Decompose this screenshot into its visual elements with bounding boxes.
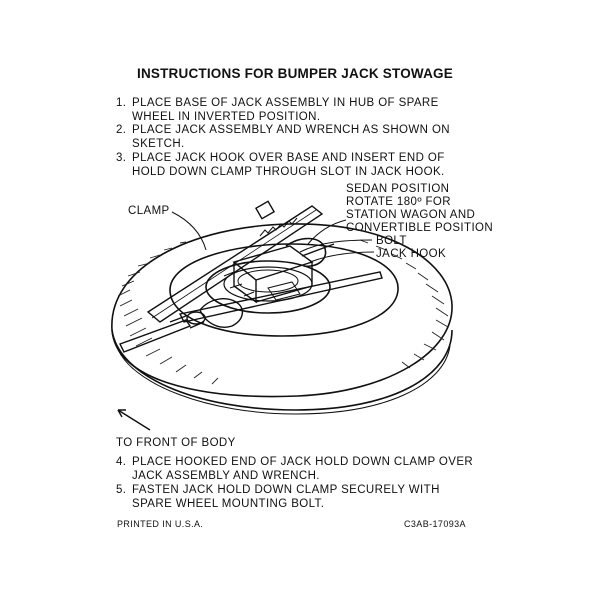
label-station-wagon: STATION WAGON AND bbox=[346, 209, 476, 221]
page-title: INSTRUCTIONS FOR BUMPER JACK STOWAGE bbox=[137, 66, 453, 81]
step-number: 4. bbox=[116, 456, 127, 468]
label-bolt: BOLT bbox=[376, 235, 407, 247]
step-number: 5. bbox=[116, 484, 127, 496]
label-rotate: ROTATE 180º FOR bbox=[346, 196, 451, 208]
part-number: C3AB-17093A bbox=[404, 519, 466, 529]
step-text-continued: WHEEL IN INVERTED POSITION. bbox=[132, 111, 321, 123]
step-text-continued: SKETCH. bbox=[132, 138, 185, 150]
step-4 bbox=[116, 455, 473, 483]
tire-sidewall bbox=[112, 330, 452, 410]
label-sedan-position: SEDAN POSITION bbox=[346, 183, 450, 195]
printed-in-usa: PRINTED IN U.S.A. bbox=[117, 519, 204, 529]
label-clamp: CLAMP bbox=[128, 205, 170, 217]
step-text-continued: SPARE WHEEL MOUNTING BOLT. bbox=[132, 498, 325, 510]
step-number: 1. bbox=[116, 97, 127, 109]
step-text: PLACE BASE OF JACK ASSEMBLY IN HUB OF SPARE bbox=[132, 97, 439, 109]
label-convertible-position: CONVERTIBLE POSITION bbox=[346, 222, 494, 234]
step-text-continued: HOLD DOWN CLAMP THROUGH SLOT IN JACK HOOK. bbox=[132, 166, 445, 178]
step-text: PLACE HOOKED END OF JACK HOLD DOWN CLAMP OVER bbox=[132, 456, 474, 468]
label-jack-hook: JACK HOOK bbox=[376, 248, 447, 260]
step-text: PLACE JACK HOOK OVER BASE AND INSERT END OF bbox=[132, 152, 445, 164]
step-text: PLACE JACK ASSEMBLY AND WRENCH AS SHOWN ON bbox=[132, 124, 451, 136]
step-5 bbox=[116, 483, 440, 511]
front-arrow bbox=[118, 410, 150, 430]
step-number: 3. bbox=[116, 152, 127, 164]
step-number: 2. bbox=[116, 124, 127, 136]
step-text: FASTEN JACK HOLD DOWN CLAMP SECURELY WITH bbox=[132, 484, 440, 496]
step-text-continued: JACK ASSEMBLY AND WRENCH. bbox=[132, 470, 320, 482]
label-front-of-body: TO FRONT OF BODY bbox=[116, 437, 236, 449]
